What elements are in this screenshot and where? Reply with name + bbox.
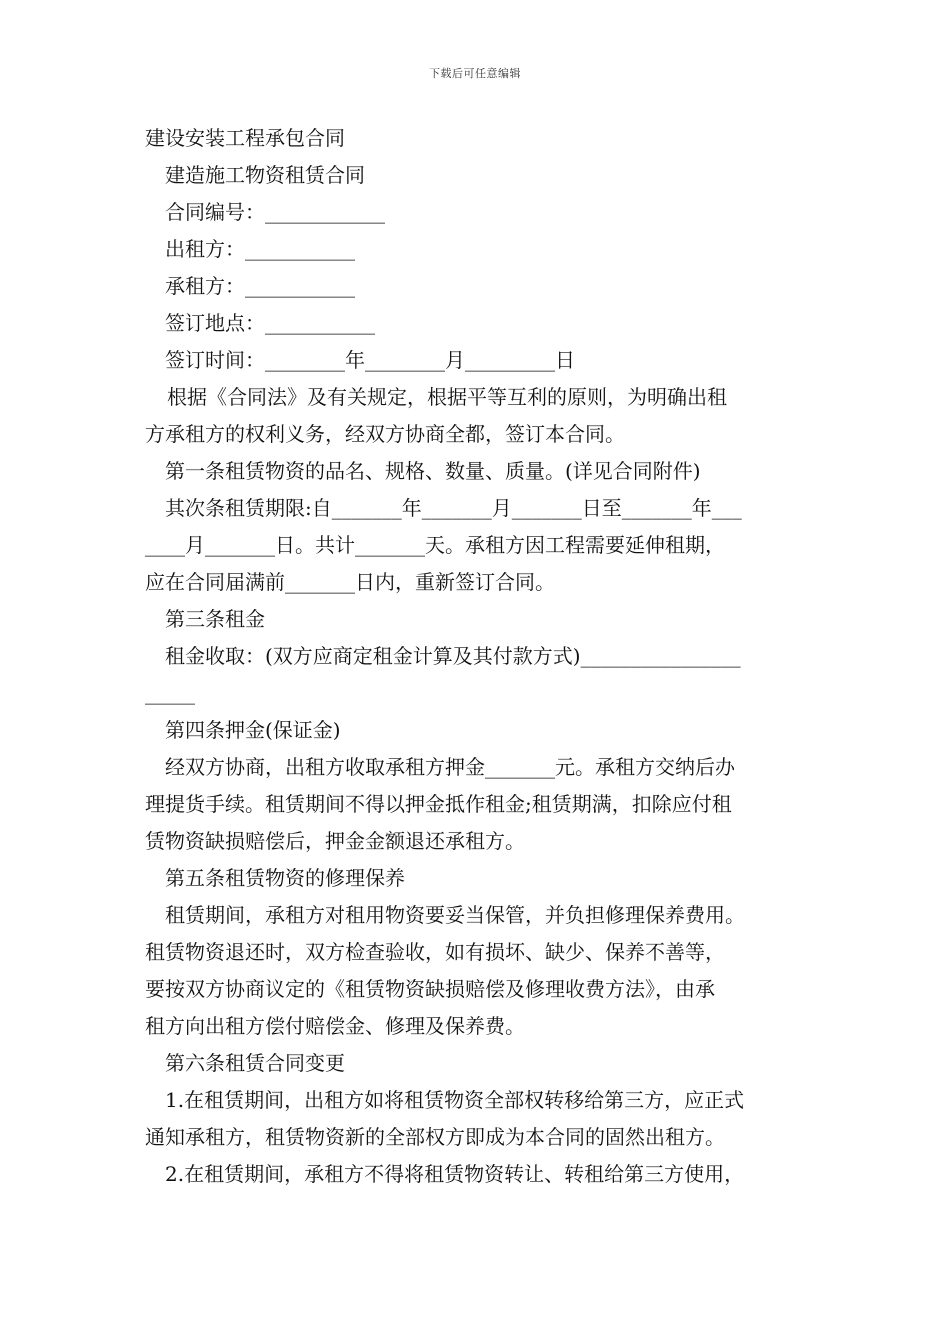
- article-5-line: 租方向出租方偿付赔偿金、修理及保养费。: [145, 1014, 525, 1038]
- article-4-line: 理提货手续。租赁期间不得以押金抵作租金;租赁期满，扣除应付租: [145, 792, 732, 816]
- page-header-note: 下载后可任意编辑: [429, 67, 521, 80]
- article-3-line: 租金收取：(双方应商定租金计算及其付款方式)________________: [165, 644, 741, 668]
- article-2-line: 应在合同届满前_______日内，重新签订合同。: [145, 570, 555, 594]
- article-6-item-2: 2.在租赁期间，承租方不得将租赁物资转让、转租给第三方使用，: [165, 1162, 745, 1186]
- article-5-line: 租赁期间，承租方对租用物资要妥当保管，并负担修理保养费用。: [165, 903, 745, 927]
- contract-body: [145, 120, 810, 1193]
- article-4-line: 经双方协商，出租方收取承租方押金_______元。承租方交纳后办: [165, 755, 735, 779]
- article-4-title: 第四条押金(保证金): [165, 718, 341, 742]
- article-5-line: 租赁物资退还时，双方检查验收，如有损坏、缺少、保养不善等，: [145, 940, 725, 964]
- contract-number-line: 合同编号：____________: [165, 200, 385, 224]
- article-5-line: 要按双方协商议定的《租赁物资缺损赔偿及修理收费方法》，由承: [145, 977, 715, 1001]
- article-2-line: ____月_______日。共计_______天。承租方因工程需要延伸租期，: [145, 533, 725, 557]
- article-5-title: 第五条租赁物资的修理保养: [165, 866, 405, 890]
- document-title: 建设安装工程承包合同: [145, 126, 345, 150]
- article-1: 第一条租赁物资的品名、规格、数量、质量。(详见合同附件): [165, 459, 701, 483]
- article-2-line: 其次条租赁期限:自_______年_______月_______日至_______年___: [165, 496, 742, 520]
- sign-time-line: 签订时间：________年________月_________日: [165, 348, 575, 372]
- article-6-title: 第六条租赁合同变更: [165, 1051, 345, 1075]
- article-4-line: 赁物资缺损赔偿后，押金金额退还承租方。: [145, 829, 525, 853]
- document-subtitle: 建造施工物资租赁合同: [165, 163, 365, 187]
- article-6-item-1: 1.在租赁期间，出租方如将租赁物资全部权转移给第三方，应正式: [165, 1088, 745, 1112]
- lessor-line: 出租方：___________: [165, 237, 355, 261]
- sign-place-line: 签订地点：___________: [165, 311, 375, 335]
- article-3-line: _____: [145, 681, 195, 705]
- lessee-line: 承租方：___________: [165, 274, 355, 298]
- preamble-line: 根据《合同法》及有关规定，根据平等互利的原则，为明确出租: [167, 385, 727, 409]
- preamble-line: 方承租方的权利义务，经双方协商全都，签订本合同。: [145, 422, 625, 446]
- article-6-item-1: 通知承租方，租赁物资新的全部权方即成为本合同的固然出租方。: [145, 1125, 725, 1149]
- article-3-title: 第三条租金: [165, 607, 265, 631]
